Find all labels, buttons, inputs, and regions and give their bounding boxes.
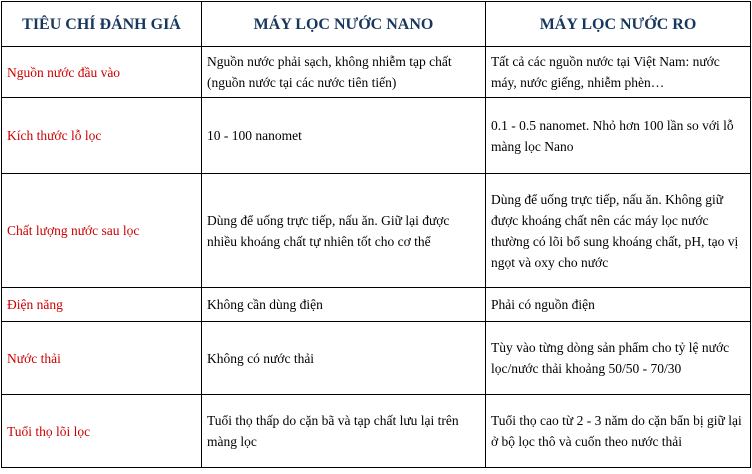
criterion-cell: Nguồn nước đầu vào (2, 47, 202, 98)
table-row (2, 174, 751, 288)
nano-cell: Không cần dùng điện (202, 288, 486, 322)
ro-cell: Phải có nguồn điện (486, 288, 751, 322)
header-row (2, 2, 751, 47)
table-row (2, 395, 751, 468)
nano-cell: Tuổi thọ thấp do cặn bã và tạp chất lưu lại trên màng lọc (202, 395, 486, 468)
ro-cell: 0.1 - 0.5 nanomet. Nhỏ hơn 100 lần so với lỗ màng lọc Nano (486, 98, 751, 174)
table-row (2, 47, 751, 98)
ro-cell: Tùy vào từng dòng sản phẩm cho tỷ lệ nước lọc/nước thải khoảng 50/50 - 70/30 (486, 322, 751, 395)
header-criteria: TIÊU CHÍ ĐÁNH GIÁ (2, 2, 202, 47)
criterion-cell: Nước thải (2, 322, 202, 395)
header-nano: MÁY LỌC NƯỚC NANO (202, 2, 486, 47)
nano-cell: Không có nước thải (202, 322, 486, 395)
ro-cell: Dùng để uống trực tiếp, nấu ăn. Không giữ được khoáng chất nên các máy lọc nước thường có lõi bổ sung khoáng chất, pH, tạo vị ngọt và oxy cho nước (486, 174, 751, 288)
criterion-cell: Chất lượng nước sau lọc (2, 174, 202, 288)
nano-cell: Dùng để uống trực tiếp, nấu ăn. Giữ lại được nhiều khoáng chất tự nhiên tốt cho cơ thể (202, 174, 486, 288)
comparison-table (1, 1, 751, 468)
nano-cell: 10 - 100 nanomet (202, 98, 486, 174)
ro-cell: Tất cả các nguồn nước tại Việt Nam: nước máy, nước giếng, nhiễm phèn… (486, 47, 751, 98)
criterion-cell: Kích thước lỗ lọc (2, 98, 202, 174)
table-row (2, 322, 751, 395)
criterion-cell: Tuổi thọ lõi lọc (2, 395, 202, 468)
header-ro: MÁY LỌC NƯỚC RO (486, 2, 751, 47)
table-row (2, 288, 751, 322)
ro-cell: Tuổi thọ cao từ 2 - 3 năm do cặn bẩn bị giữ lại ở bộ lọc thô và cuốn theo nước thải (486, 395, 751, 468)
criterion-cell: Điện năng (2, 288, 202, 322)
table-row (2, 98, 751, 174)
nano-cell: Nguồn nước phải sạch, không nhiễm tạp chất (nguồn nước tại các nước tiên tiến) (202, 47, 486, 98)
